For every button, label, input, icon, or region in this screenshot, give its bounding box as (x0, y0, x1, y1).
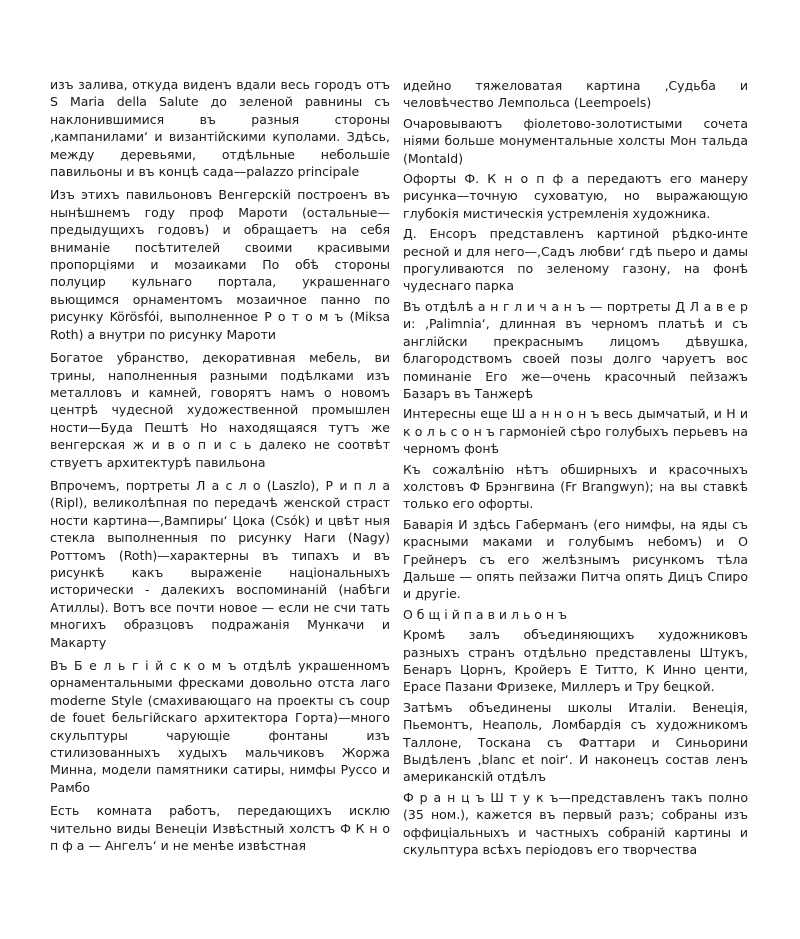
paragraph: Есть комната работъ, передающихъ исклю чительно виды Венеціи Извѣстный холстъ Ф К н о п ф а — Ангелъ‘ и не менѣе извѣстная (50, 803, 390, 854)
paragraph: Очаровываютъ фіолетово-золотистыми сочета ніями больше монументальные холсты Мон тальда (Montald) (403, 115, 748, 166)
paragraph: Офорты Ф. К н о п ф а передаютъ его манеру рисунка—точную суховатую, но выражающую глубокія мистическія устремленія художника. (403, 171, 748, 221)
right-text-column (403, 77, 748, 861)
paragraph: Интересны еще Ш а н н о н ъ весь дымчатый, и Н и к о л ь с о н ъ гармоніей сѣро голубыхъ перьевъ на черномъ фонѣ (403, 406, 748, 457)
paragraph: идейно тяжеловатая картина ‚Судьба и человѣчество Лемпольса (Leempoels) (403, 78, 748, 111)
paragraph: Къ сожалѣнію нѣтъ обширныхъ и красочныхъ холстовъ Ф Брэнгвина (Fr Brangwyn); на вы ставкѣ только его офорты. (403, 461, 748, 512)
paragraph: Баварія И здѣсь Габерманъ (его нимфы, на яды съ красными маками и голубымъ небомъ) и О Грейнеръ съ его желѣзнымъ рисункомъ тѣла Дальше — опять пейзажи Питча опять Дицъ Спиро и другіе. (403, 516, 748, 602)
paragraph: Въ отдѣлѣ а н г л и ч а н ъ — портреты Д Л а в е р и: ‚Palimnia‘, длинная въ черномъ платьѣ и съ англійски прекраснымъ лицомъ дѣвушка, благородствомъ своей позы долго чаруетъ вос поминаніе Его же—очень красочный пейзажъ Базаръ въ Танжерѣ (403, 298, 748, 401)
paragraph: Затѣмъ объединены школы Италіи. Венеція, Пьемонтъ, Неаполь, Ломбардія съ художникомъ Таллоне, Тоскана съ Фаттари и Синьорини Выдѣленъ ‚blanc et noir‘. И наконецъ состав ленъ американскій отдѣлъ (403, 699, 748, 785)
paragraph: Богатое убранство, декоративная мебель, ви трины, наполненныя разными подѣлками изъ металловъ и камней, говорятъ намъ о новомъ центрѣ чудесной художественной промышлен ности—Буда Пештѣ Но находящаяся тутъ же венгерская ж и в о п и с ь далеко не соотвѣт ствуетъ архитектурѣ павильона (50, 350, 390, 470)
paragraph: Въ Б е л ь г і й с к о м ъ отдѣлѣ украшенномъ орнаментальными фресками довольно отста лаго moderne Style (смахивающаго на проекты съ coup de fouet бельгійскаго архитектора Горта)—много скульптуры чарующіе фонтаны изъ стилизованныхъ худыхъ мальчиковъ Жоржа Минна, модели памятники сатиры, нимфы Руссо и Рамбо (50, 658, 390, 795)
paragraph: Изъ этихъ павильоновъ Венгерскій построенъ въ нынѣшнемъ году проф Мароти (остальные—предыдущихъ годовъ) и обращаетъ на себя вниманіе посѣтителей своими красивыми пропорціями и мозаиками По обѣ стороны полуцир кульнаго портала, украшеннаго вьющимся орнаментомъ мозаичное панно по рисунку Körösfói, выполненное Р о т о м ъ (Miksa Roth) а внутри по рисунку Мароти (50, 187, 390, 342)
paragraph: изъ залива, откуда виденъ вдали весь городъ отъ S Maria della Salute до зеленой равнины съ наклонившимися въ разныя стороны ‚кампанилами‘ и византійскими куполами. Здѣсь, между деревьями, отдѣльные небольшiе павильоны и въ концѣ сада—palazzo principale (50, 77, 390, 180)
paragraph: Кромѣ залъ объединяющихъ художниковъ разныхъ странъ отдѣльно представлены Штукъ, Бенаръ Цорнъ, Кройеръ Е Титто, К Инно центи, Ерасе Пазани Фризеке, Миллеръ и Тру бецкой. (403, 627, 748, 695)
section-heading: О б щ і й п а в и л ь о н ъ (403, 606, 567, 622)
paragraph: Ф р а н ц ъ Ш т у к ъ—представленъ такъ полно (35 ном.), кажется въ первый разъ; собраны изъ оффиціальныхъ и частныхъ собраній картины и скульптура всѣхъ періодовъ его творчества (403, 789, 748, 858)
left-text-column (50, 76, 390, 860)
paragraph: Д. Енсоръ представленъ картиной рѣдко-инте ресной и для него—‚Садъ любви‘ гдѣ пьеро и дамы прогуливаются по зеленому газону, на фонѣ чудеснаго парка (403, 226, 748, 294)
paragraph: Впрочемъ, портреты Л а с л о (Laszlo), Р и п л а (Ripl), великолѣпная по передачѣ женской страст ности картина—‚Вампиры‘ Цока (Csók) и цвѣт ныя стекла выполненныя по рисунку Наги (Nagy) Роттомъ (Roth)—характерны въ типахъ и въ рисункѣ какъ выраженіе національныхъ исторически - далекихъ воспоминаній (набѣги Атиллы). Вотъ все почти новое — если не счи тать многихъ образцовъ подражанія Мункачи и Макарту (50, 477, 390, 650)
